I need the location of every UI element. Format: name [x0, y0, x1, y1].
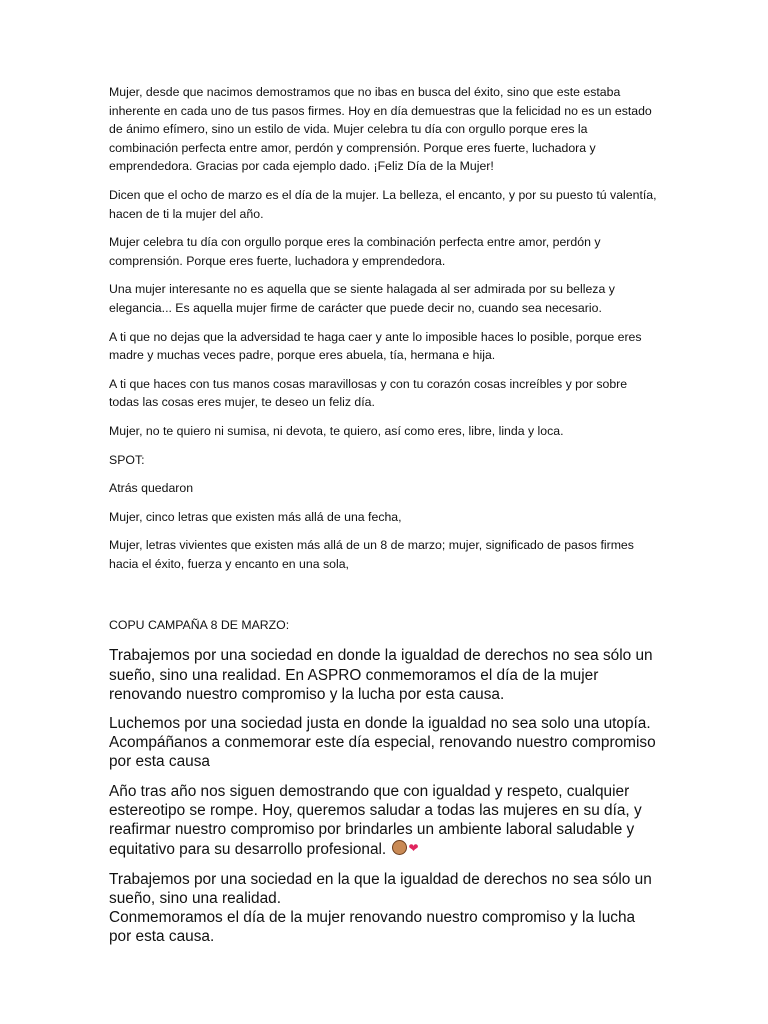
paragraph: Mujer, cinco letras que existen más allá de una fecha, — [109, 509, 402, 524]
woman-emoji-icon — [392, 840, 407, 855]
paragraph: Dicen que el ocho de marzo es el día de la mujer. La belleza, el encanto, y por su puesto tú valentía, hacen de ti la mujer del año. — [109, 187, 657, 221]
paragraph: Luchemos por una sociedad justa en donde la igualdad no sea solo una utopía. Acompáñanos a conmemorar este día especial, renovando nuestro compromiso por esta causa — [109, 715, 656, 771]
hearts-emoji-icon: ❤ — [408, 841, 419, 856]
paragraph — [109, 870, 657, 908]
paragraph: Trabajemos por una sociedad en donde la igualdad de derechos no sea sólo un sueño, sino una realidad. En ASPRO conmemoramos el día de la mujer renovando nuestro compromiso y la lucha por esta causa. — [109, 647, 653, 703]
paragraph: Atrás quedaron — [109, 481, 194, 496]
paragraph-text: Año tras año nos siguen demostrando que con igualdad y respeto, cualquier estereotipo se rompe. Hoy, queremos saludar a todas las mujeres en su día, y reafirmar nuestro compromiso por brindarles un ambiente laboral saludable y equitativo para su desarrollo profesional. — [109, 782, 642, 859]
paragraph: A ti que no dejas que la adversidad te haga caer y ante lo imposible haces lo posible, porque eres madre y muchas veces padre, porque eres abuela, tía, hermana e hija. — [109, 329, 642, 363]
large-text-section — [109, 646, 657, 946]
small-text-section — [109, 83, 657, 573]
spacer — [109, 583, 657, 616]
paragraph: Una mujer interesante no es aquella que se siente halagada al ser admirada por su belleza y elegancia... Es aquella mujer firme de carácter que puede decir no, cuando sea necesario. — [109, 282, 615, 315]
paragraph — [109, 782, 657, 860]
paragraph: Mujer celebra tu día con orgullo porque eres la combinación perfecta entre amor, perdón y comprensión. Porque eres fuerte, luchadora y emprendedora. — [109, 235, 601, 268]
paragraph: A ti que haces con tus manos cosas maravillosas y con tu corazón cosas increíbles y por sobre todas las cosas eres mujer, te deseo un feliz día. — [109, 376, 628, 410]
paragraph: Mujer, desde que nacimos demostramos que no ibas en busca del éxito, sino que este estaba inherente en cada uno de tus pasos firmes. Hoy en día demuestras que la felicidad no es un estado de ánimo efímero, sino un estilo de vida. Mujer celebra tu día con orgullo porque eres la combinación perfecta entre amor, perdón y comprensión. Porque eres fuerte, luchadora y emprendedora. Gracias por cada ejemplo dado. ¡Feliz Día de la Mujer! — [109, 85, 652, 174]
spot-label: SPOT: — [109, 452, 145, 467]
section-heading: COPU CAMPAÑA 8 DE MARZO: — [109, 618, 290, 633]
paragraph: Conmemoramos el día de la mujer renovando nuestro compromiso y la lucha por esta causa. — [109, 908, 636, 946]
paragraph-text: Trabajemos por una sociedad en la que la igualdad de derechos no sea sólo un sueño, sino una realidad. — [109, 870, 652, 907]
paragraph: Mujer, letras vivientes que existen más allá de un 8 de marzo; mujer, significado de pasos firmes hacia el éxito, fuerza y encanto en una sola, — [109, 538, 634, 571]
paragraph: Mujer, no te quiero ni sumisa, ni devota, te quiero, así como eres, libre, linda y loca. — [109, 423, 564, 438]
document-body — [109, 83, 657, 956]
